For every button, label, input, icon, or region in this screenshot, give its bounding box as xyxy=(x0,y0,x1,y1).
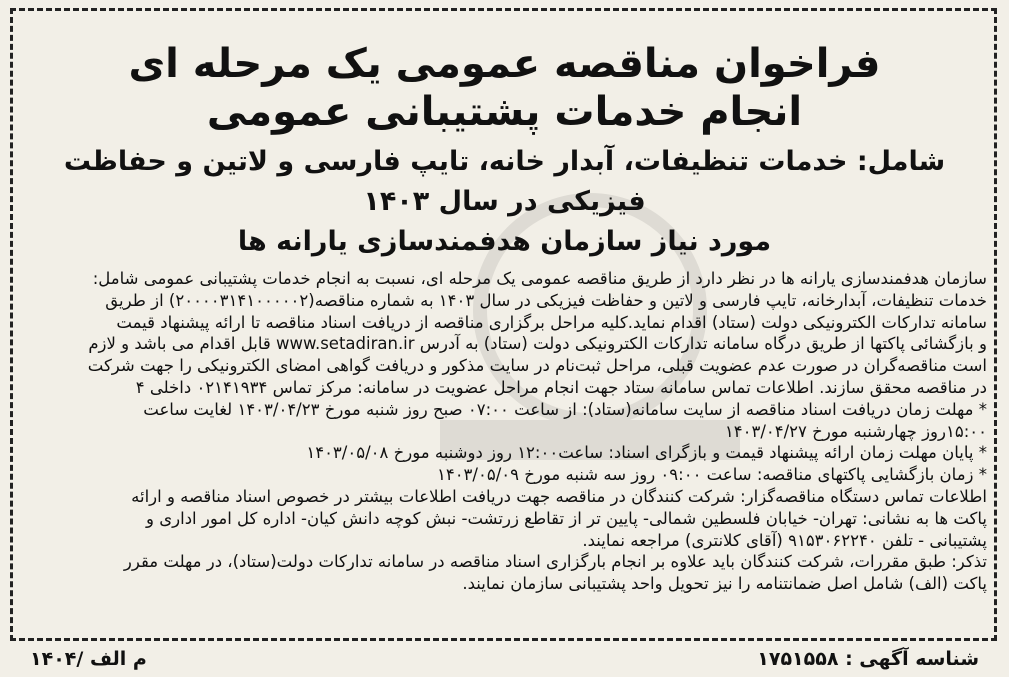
ad-id-value: ۱۷۵۱۵۵۸ xyxy=(757,648,839,670)
notice-footer xyxy=(30,645,979,673)
body-line: پاکت ها به نشانی: تهران- خیابان فلسطین شمالی- پایین تر از تقاطع زرتشت- نبش کوچه دانش کیان- اداره کل امور اداری و xyxy=(146,508,987,528)
body-line-opening-date: * زمان بازگشایی پاکتهای مناقصه: ساعت ۰۹:۰۰ روز سه شنبه مورخ ۱۴۰۳/۰۵/۰۹ xyxy=(436,465,987,485)
body-line-deadline-bids: * پایان مهلت زمان ارائه پیشنهاد قیمت و بازگرای اسناد: ساعت۱۲:۰۰ روز دوشنبه مورخ ۱۴۰۳/۰۵/۰۸ xyxy=(306,443,987,463)
notice-title-line-2: انجام خدمات پشتیبانی عمومی xyxy=(206,89,803,135)
notice-subtitle-line-1: شامل: خدمات تنظیفات، آبدار خانه، تایپ فارسی و لاتین و حفاظت فیزیکی در سال ۱۴۰۳ xyxy=(63,146,946,217)
body-line: پشتیبانی - تلفن ۹۱۵۳۰۶۲۲۴۰ (آقای کلانتری) مراجعه نمایند. xyxy=(582,530,987,550)
body-line: اطلاعات تماس دستگاه مناقصه‌گزار: شرکت کنندگان در مناقصه جهت دریافت اطلاعات بیشتر در خصوص اسناد مناقصه و ارائه xyxy=(131,486,987,506)
ad-id-label: شناسه آگهی : xyxy=(845,648,979,670)
notice-title-line-1: فراخوان مناقصه عمومی یک مرحله ای xyxy=(128,41,881,87)
body-line: و بازگشائی پاکتها از طریق درگاه سامانه تدارکات الکترونیکی دولت (ستاد) به آدرس www.setadiran.ir قابل اقدام می باشد و لازم xyxy=(88,334,987,354)
notice-content xyxy=(22,40,987,633)
notice-body xyxy=(22,268,987,595)
body-line: ۱۵:۰۰روز چهارشنبه مورخ ۱۴۰۳/۰۴/۲۷ xyxy=(724,421,987,441)
body-line: سازمان هدفمندسازی یارانه ها در نظر دارد از طریق مناقصه عمومی یک مرحله ای، نسبت به انجام خدمات پشتیبانی عمومی شامل: xyxy=(92,269,987,288)
body-line: پاکت (الف) شامل اصل ضمانتنامه را نیز تحویل واحد پشتیبانی سازمان نمایند. xyxy=(462,574,987,594)
body-line: در مناقصه محقق سازند. اطلاعات تماس سامانه ستاد جهت انجام مراحل عضویت در سامانه: مرکز تماس ۰۲۱۴۱۹۳۴ داخلی ۴ xyxy=(135,377,987,397)
notice-subtitle-line-2: مورد نیاز سازمان هدفمندسازی یارانه ها xyxy=(237,226,772,257)
body-line: است مناقصه‌گران در صورت عدم عضویت قبلی، مراحل ثبت‌نام در سایت مذکور و دریافت گواهی امضای الکترونیکی را جهت شرکت xyxy=(87,356,987,376)
ad-code: م الف /۱۴۰۴ xyxy=(30,648,147,670)
body-line: سامانه تدارکات الکترونیکی دولت (ستاد) اقدام نماید.کلیه مراحل برگزاری مناقصه از دریافت اسناد مناقصه تا ارائه پیشنهاد قیمت xyxy=(116,312,987,332)
ad-id xyxy=(757,648,979,670)
body-line: خدمات تنظیفات، آبدارخانه، تایپ فارسی و لاتین و حفاظت فیزیکی در سال ۱۴۰۳ به شماره مناقصه(۲۰۰۰۰۳۱۴۱۰۰۰۰۰۲) از طریق xyxy=(105,290,987,310)
body-line-note: تذکر: طبق مقررات، شرکت کنندگان باید علاوه بر انجام بارگزاری اسناد مناقصه در سامانه تدارکات دولت(ستاد)، در مهلت مقرر xyxy=(123,552,987,572)
body-line-deadline-docs: * مهلت زمان دریافت اسناد مناقصه از سایت سامانه(ستاد): از ساعت ۰۷:۰۰ صبح روز شنبه مورخ ۱۴۰۳/۰۴/۲۳ لغایت ساعت xyxy=(143,399,987,419)
